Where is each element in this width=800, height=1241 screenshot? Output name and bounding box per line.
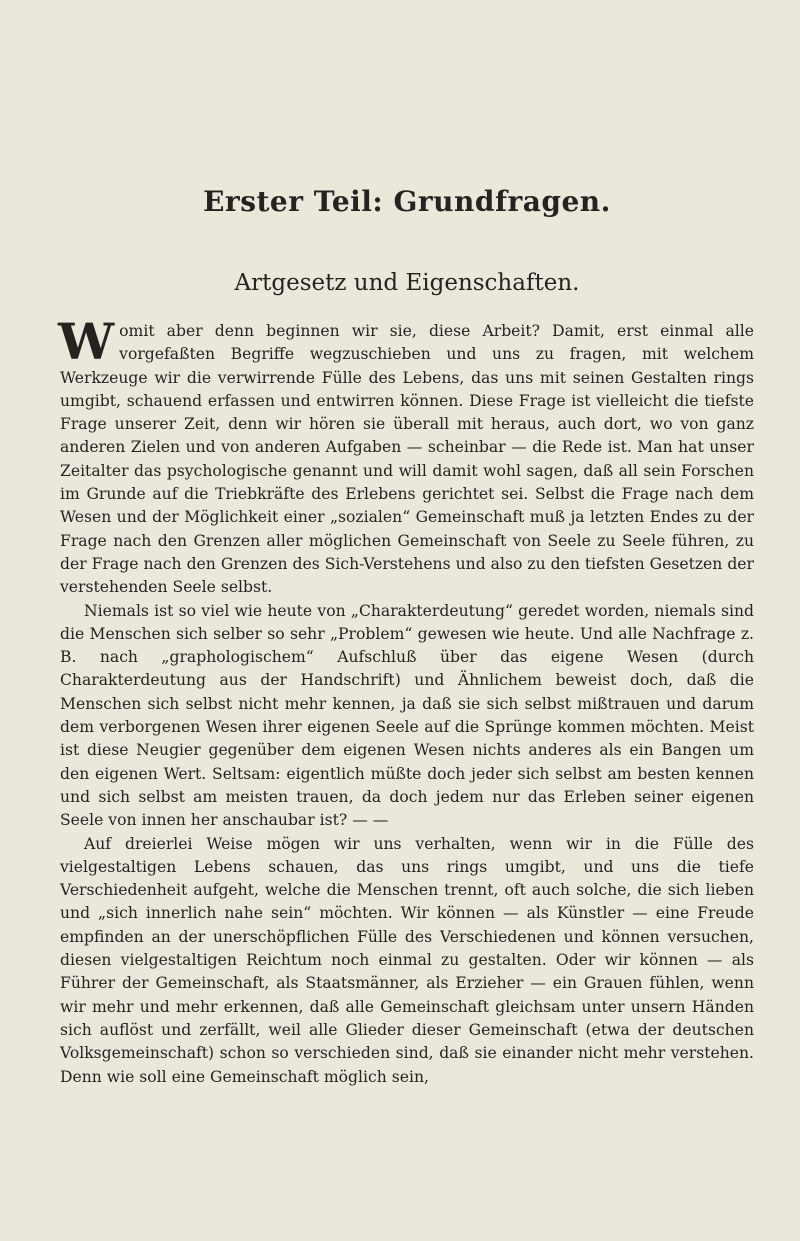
drop-cap-initial: W [58,312,115,371]
body-text [58,312,754,1089]
paragraph-1-text: omit aber denn beginnen wir sie, diese Arbeit? Damit, erst einmal alle vorgefaßten Begriffe wegzuschieben und uns zu fragen, mit welchem Werkzeuge wir die verwirrende Fülle des Lebens, das uns mit seinen Gestalten rings umgibt, schauend erfassen und entwirren können. Diese Frage ist vielleicht die tiefste Frage unserer Zeit, denn wir hören sie überall mit heraus, auch dort, wo von ganz anderen Zielen und von anderen Aufgaben — scheinbar — die Rede ist. Man hat unser Zeitalter das psychologische genannt und will damit wohl sagen, daß all sein Forschen im Grunde auf die Triebkräfte des Erlebens gerichtet sei. Selbst die Frage nach dem Wesen und der Möglichkeit einer „sozialen“ Gemeinschaft muß ja letzten Endes zu der Frage nach den Grenzen aller möglichen Gemeinschaft von Seele zu Seele führen, zu der Frage nach den Grenzen des Sich-Verstehens und also zu den tiefsten Gesetzen der verstehenden Seele selbst. [60,322,754,597]
chapter-title: Erster Teil: Grundfragen. [203,185,611,218]
section-title: Artgesetz und Eigenschaften. [234,270,580,296]
paragraph-3: Auf dreierlei Weise mögen wir uns verhalten, wenn wir in die Fülle des vielgestaltigen Lebens schauen, das uns rings umgibt, und uns die tiefe Verschiedenheit aufgeht, welche die Menschen trennt, oft auch solche, die sich lieben und „sich innerlich nahe sein“ möchten. Wir können — als Künstler — eine Freude empfinden an der unerschöpflichen Fülle des Verschiedenen und können versuchen, diesen vielgestaltigen Reichtum noch einmal zu gestalten. Oder wir können — als Führer der Gemeinschaft, als Staatsmänner, als Erzieher — ein Grauen fühlen, wenn wir mehr und mehr erkennen, daß alle Gemeinschaft gleichsam unter unsern Händen sich auflöst und zerfällt, weil alle Glieder dieser Gemeinschaft (etwa der deutschen Volksgemeinschaft) schon so verschieden sind, daß sie einander nicht mehr verstehen. Denn wie soll eine Gemeinschaft möglich sein, [60,834,754,1086]
book-page [60,0,754,1241]
paragraph-2: Niemals ist so viel wie heute von „Charakterdeutung“ geredet worden, niemals sind die Menschen sich selber so sehr „Problem“ gewesen wie heute. Und alle Nachfrage z. B. nach „graphologischem“ Aufschluß über das eigene Wesen (durch Charakterdeutung aus der Handschrift) und Ähnlichem beweist doch, daß die Menschen sich selbst nicht mehr kennen, ja daß sie sich selbst mißtrauen und darum dem verborgenen Wesen ihrer eigenen Seele auf die Sprünge kommen möchten. Meist ist diese Neugier gegenüber dem eigenen Wesen nichts anderes als ein Bangen um den eigenen Wert. Seltsam: eigentlich müßte doch jeder sich selbst am besten kennen und sich selbst am meisten trauen, da doch jedem nur das Erleben seiner eigenen Seele von innen her anschaubar ist? — — [60,601,754,830]
paragraph-1 [58,312,754,600]
